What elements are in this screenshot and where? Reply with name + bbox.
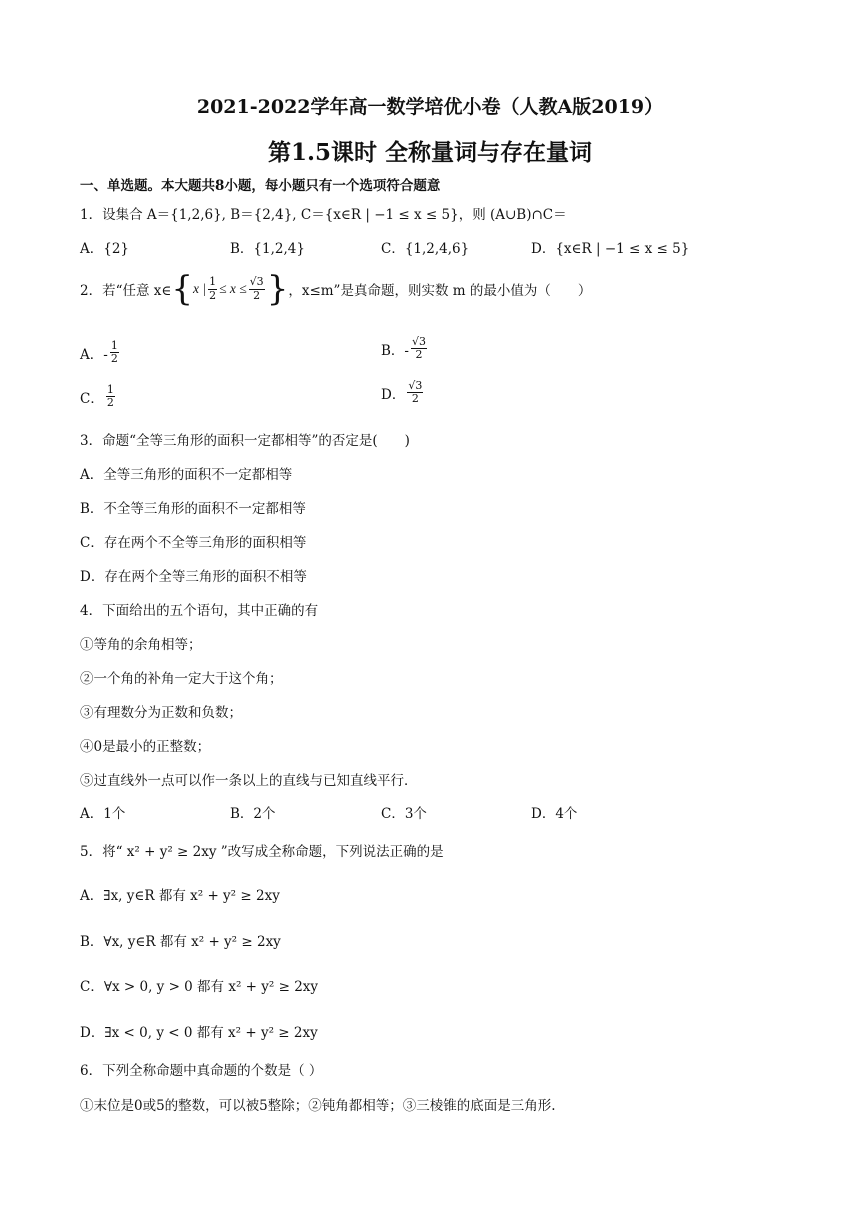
q1-option-a: A．{2} xyxy=(80,241,130,257)
q2-set-variable: x | xyxy=(193,281,207,296)
q4-statement-2: ②一个角的补角一定大于这个角； xyxy=(80,671,283,687)
q2-fraction-half xyxy=(208,276,217,301)
q2-option-c-label: C． xyxy=(80,390,104,407)
q3-option-b: B．不全等三角形的面积不一定都相等 xyxy=(80,501,306,517)
q5-stem: 5．将“ x² + y² ≥ 2xy ”改写成全称命题，下列说法正确的是 xyxy=(80,844,444,860)
q2-option-a-den: 2 xyxy=(110,352,118,366)
q3-option-d: D．存在两个全等三角形的面积不相等 xyxy=(80,569,307,585)
q2-set-close-brace: } xyxy=(266,269,289,309)
q5-option-a: A．∃x, y∈R 都有 x² + y² ≥ 2xy xyxy=(80,888,280,904)
q2-option-a-label: A．- xyxy=(80,346,108,363)
q2-option-d-num: √3 xyxy=(408,379,423,392)
q2-option-c-num: 1 xyxy=(106,383,114,396)
q4-option-d: D．4个 xyxy=(531,806,578,822)
q1-option-d: D．{x∈R | −1 ≤ x ≤ 5} xyxy=(531,241,690,257)
q2-stem-suffix: ，x≤m”是真命题，则实数 m 的最小值为（ ） xyxy=(288,283,592,299)
q2-option-c xyxy=(80,384,117,409)
q5-option-b: B．∀x, y∈R 都有 x² + y² ≥ 2xy xyxy=(80,934,281,950)
q2-stem xyxy=(80,269,592,309)
q5-option-d: D．∃x < 0, y < 0 都有 x² + y² ≥ 2xy xyxy=(80,1025,318,1041)
q6-stem: 6．下列全称命题中真命题的个数是（ ） xyxy=(80,1063,323,1079)
q2-fraction-sqrt3 xyxy=(249,276,265,301)
q4-statement-5: ⑤过直线外一点可以作一条以上的直线与已知直线平行． xyxy=(80,773,418,789)
section-heading: 一、单选题。本大题共8小题，每小题只有一个选项符合题意 xyxy=(80,178,441,194)
q1-option-c: C．{1,2,4,6} xyxy=(381,241,470,257)
q4-stem: 4．下面给出的五个语句，其中正确的有 xyxy=(80,603,319,619)
q2-fraction-sqrt3-num: √3 xyxy=(249,275,264,289)
q4-option-a: A．1个 xyxy=(80,806,126,822)
q2-option-d-label: D． xyxy=(381,386,406,403)
q1-option-b: B．{1,2,4} xyxy=(230,241,305,257)
q1-stem: 1．设集合 A＝{1,2,6}, B＝{2,4}, C＝{x∈R | −1 ≤ x ≤ 5}，则 (A∪B)∩C＝ xyxy=(80,207,567,223)
q2-option-b-den: 2 xyxy=(415,348,423,362)
q2-option-b-label: B．- xyxy=(381,342,409,359)
q2-inequality: ≤ x ≤ xyxy=(219,281,247,296)
q2-option-a-num: 1 xyxy=(110,339,118,352)
q2-option-a xyxy=(80,340,121,365)
q2-option-c-fraction xyxy=(106,384,115,409)
q5-option-c: C．∀x > 0, y > 0 都有 x² + y² ≥ 2xy xyxy=(80,979,319,995)
q2-fraction-half-num: 1 xyxy=(209,275,217,289)
q2-option-b-num: √3 xyxy=(411,335,426,348)
q4-statement-3: ③有理数分为正数和负数； xyxy=(80,705,242,721)
q2-option-b-fraction xyxy=(411,336,427,361)
q4-option-c: C．3个 xyxy=(381,806,427,822)
q2-fraction-half-den: 2 xyxy=(209,288,217,302)
q2-stem-prefix: 2．若“任意 x∈ xyxy=(80,283,172,299)
q3-stem: 3．命题“全等三角形的面积一定都相等”的否定是( ) xyxy=(80,433,410,449)
q2-option-c-den: 2 xyxy=(106,396,114,410)
lesson-title: 第1.5课时 全称量词与存在量词 xyxy=(267,139,593,166)
q3-option-c: C．存在两个不全等三角形的面积相等 xyxy=(80,535,307,551)
q4-statement-1: ①等角的余角相等； xyxy=(80,637,202,653)
q6-detail: ①末位是0或5的整数，可以被5整除；②钝角都相等；③三棱锥的底面是三角形. xyxy=(80,1098,556,1114)
q3-option-a: A．全等三角形的面积不一定都相等 xyxy=(80,467,293,483)
q2-option-d-fraction xyxy=(407,380,423,405)
q2-option-d-den: 2 xyxy=(411,392,419,406)
q2-fraction-sqrt3-den: 2 xyxy=(253,288,261,302)
q2-set-open-brace: { xyxy=(171,269,194,309)
q2-option-b xyxy=(381,336,429,361)
q2-option-a-fraction xyxy=(110,340,119,365)
q4-statement-4: ④0是最小的正整数； xyxy=(80,739,211,755)
q2-option-d xyxy=(381,380,425,405)
paper-title: 2021-2022学年高一数学培优小卷（人教A版2019） xyxy=(196,96,664,118)
q4-option-b: B．2个 xyxy=(230,806,276,822)
